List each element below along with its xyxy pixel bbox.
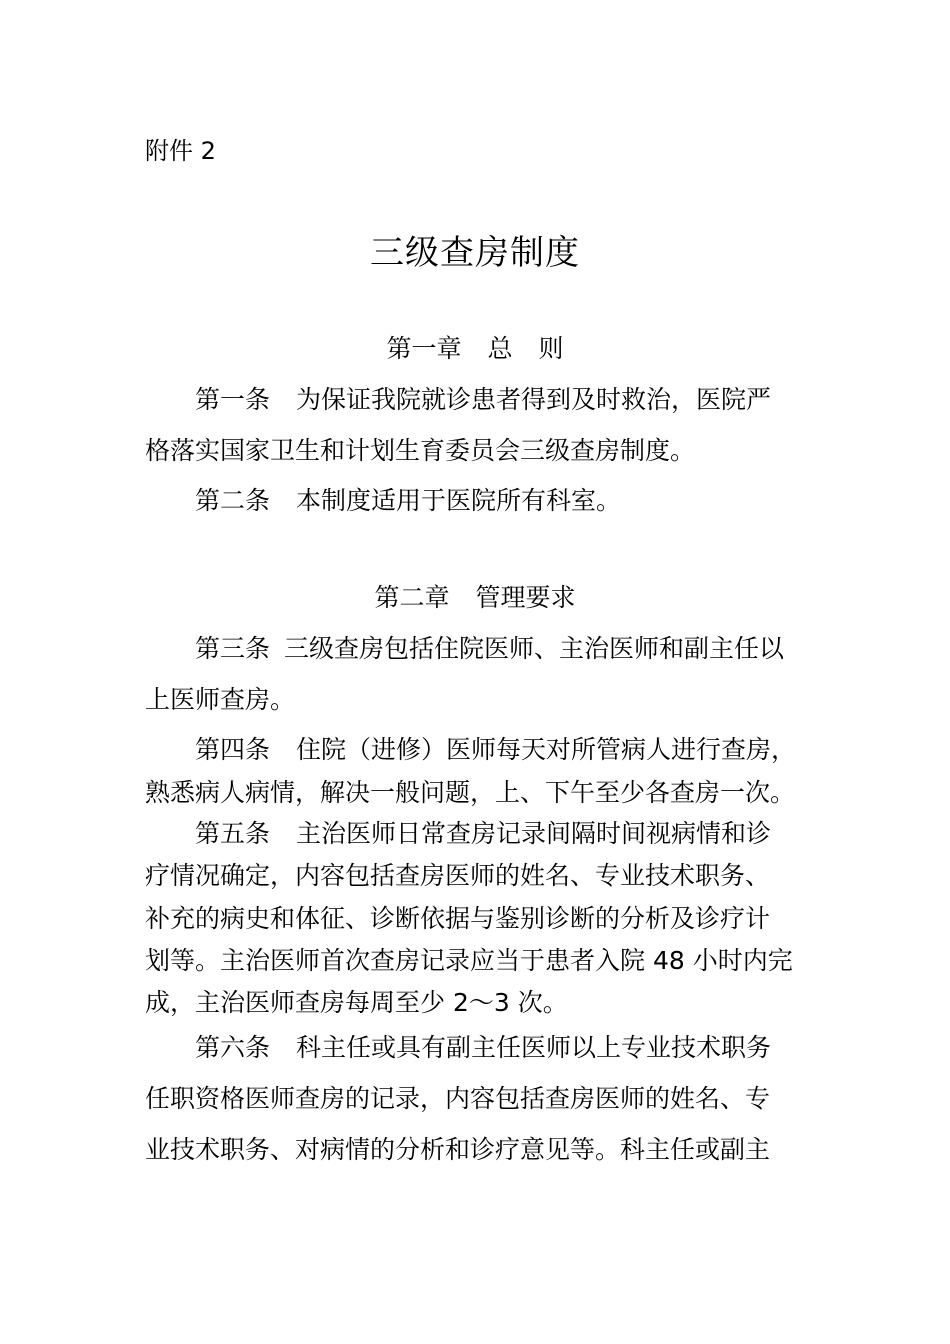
article-3-line-1 — [195, 632, 784, 666]
chapter-2-name: 管理要求 — [475, 583, 576, 612]
chapter-2-heading — [0, 581, 950, 615]
attachment-label: 附件 2 — [145, 137, 216, 165]
article-3-text-1: 三级查房包括住院医师、主治医师和副主任以 — [284, 634, 785, 663]
article-5-line-4: 划等。主治医师首次查房记录应当于患者入院 48 小时内完 — [145, 946, 793, 975]
article-5-line-3: 补充的病史和体征、诊断依据与鉴别诊断的分析及诊疗计 — [145, 904, 771, 933]
article-4-line-1 — [195, 733, 796, 767]
chapter-1-label: 第一章 — [386, 334, 462, 363]
article-5-line-1 — [195, 817, 771, 851]
article-4-label: 第四条 — [195, 735, 271, 764]
article-2-label: 第二条 — [195, 486, 271, 515]
article-2-line-1 — [195, 484, 621, 518]
article-6-text-1: 科主任或具有副主任医师以上专业技术职务 — [296, 1033, 772, 1062]
article-5-line-5: 成，主治医师查房每周至少 2～3 次。 — [145, 988, 568, 1017]
chapter-2-label: 第二章 — [374, 583, 450, 612]
chapter-1-heading — [0, 332, 950, 366]
article-5-label: 第五条 — [195, 819, 271, 848]
chapter-1-name-a: 总 — [487, 334, 513, 363]
article-4-text-1: 住院（进修）医师每天对所管病人进行查房， — [296, 735, 797, 764]
article-1-label: 第一条 — [195, 385, 271, 414]
article-6-line-3: 业技术职务、对病情的分析和诊疗意见等。科主任或副主 — [145, 1135, 771, 1164]
article-3-label: 第三条 — [195, 634, 271, 663]
chapter-1-name-b: 则 — [538, 334, 564, 363]
article-5-line-2: 疗情况确定，内容包括查房医师的姓名、专业技术职务、 — [145, 861, 771, 890]
article-6-line-1 — [195, 1031, 771, 1065]
article-2-text-1: 本制度适用于医院所有科室。 — [296, 486, 622, 515]
document-title: 三级查房制度 — [370, 233, 580, 273]
article-6-line-2: 任职资格医师查房的记录，内容包括查房医师的姓名、专 — [145, 1084, 771, 1113]
article-6-label: 第六条 — [195, 1033, 271, 1062]
article-4-line-2: 熟悉病人病情，解决一般问题，上、下午至少各查房一次。 — [145, 778, 796, 807]
article-3-line-2: 上医师查房。 — [145, 685, 296, 714]
article-5-text-1: 主治医师日常查房记录间隔时间视病情和诊 — [296, 819, 772, 848]
article-1-text-1: 为保证我院就诊患者得到及时救治，医院严 — [296, 385, 772, 414]
article-1-line-2: 格落实国家卫生和计划生育委员会三级查房制度。 — [145, 436, 696, 465]
article-1-line-1 — [195, 383, 771, 417]
